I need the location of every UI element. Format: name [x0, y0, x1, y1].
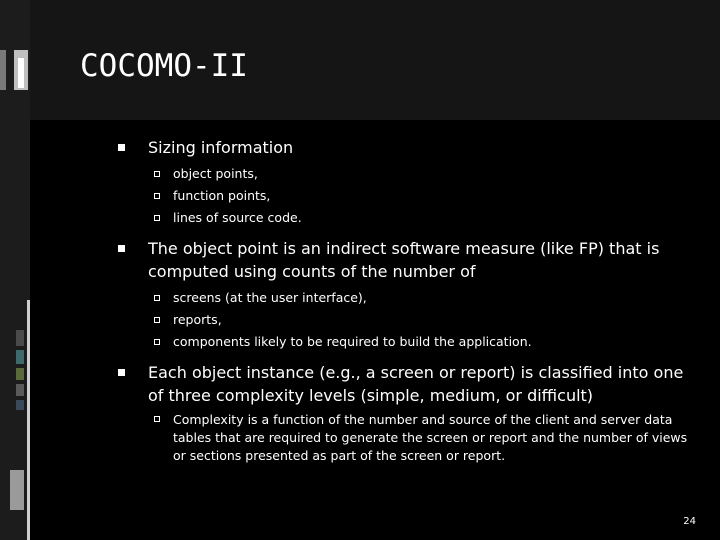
decor-bar: [16, 350, 24, 364]
decor-bar: [16, 330, 24, 346]
bullet-level1: [118, 136, 698, 159]
hollow-square-bullet-icon: [154, 339, 160, 345]
slide-title: COCOMO-II: [80, 48, 248, 84]
bullet-level1: [118, 361, 698, 407]
decor-bar: [16, 384, 24, 396]
bullet-text: function points,: [173, 188, 271, 203]
bullet-text: reports,: [173, 312, 222, 327]
decor-bar: [18, 58, 24, 88]
bullet-text: lines of source code.: [173, 210, 302, 225]
hollow-square-bullet-icon: [154, 416, 160, 422]
decor-bar: [0, 50, 6, 90]
decor-bar: [16, 368, 24, 380]
bullet-text: Sizing information: [148, 138, 294, 157]
decor-bar: [16, 400, 24, 410]
hollow-square-bullet-icon: [154, 193, 160, 199]
page-number: 24: [683, 516, 696, 527]
bullet-level2: [118, 185, 698, 207]
bullet-text: Each object instance (e.g., a screen or report) is classified into one of three complexity levels (simple, medium, or difficult): [148, 363, 684, 405]
slide-content: [118, 136, 698, 465]
square-bullet-icon: [118, 144, 125, 151]
bullet-level2: [118, 207, 698, 229]
bullet-level2: [118, 309, 698, 331]
hollow-square-bullet-icon: [154, 171, 160, 177]
bullet-text: The object point is an indirect software measure (like FP) that is computed using counts of the number of: [148, 239, 660, 281]
hollow-square-bullet-icon: [154, 317, 160, 323]
bullet-level2: [118, 287, 698, 309]
bullet-level2: [118, 163, 698, 185]
hollow-square-bullet-icon: [154, 215, 160, 221]
bullet-text: components likely to be required to build the application.: [173, 334, 532, 349]
square-bullet-icon: [118, 245, 125, 252]
bullet-text: screens (at the user interface),: [173, 290, 367, 305]
square-bullet-icon: [118, 369, 125, 376]
decor-line: [27, 300, 30, 540]
bullet-text: Complexity is a function of the number and source of the client and server data tables that are required to generate the screen or report and the number of views or sections presented as part of the screen or report.: [173, 412, 688, 463]
bullet-text: object points,: [173, 166, 258, 181]
bullet-level2: [118, 331, 698, 353]
bullet-level2: [118, 411, 698, 465]
bullet-level1: [118, 237, 698, 283]
hollow-square-bullet-icon: [154, 295, 160, 301]
decor-bar: [10, 470, 24, 510]
